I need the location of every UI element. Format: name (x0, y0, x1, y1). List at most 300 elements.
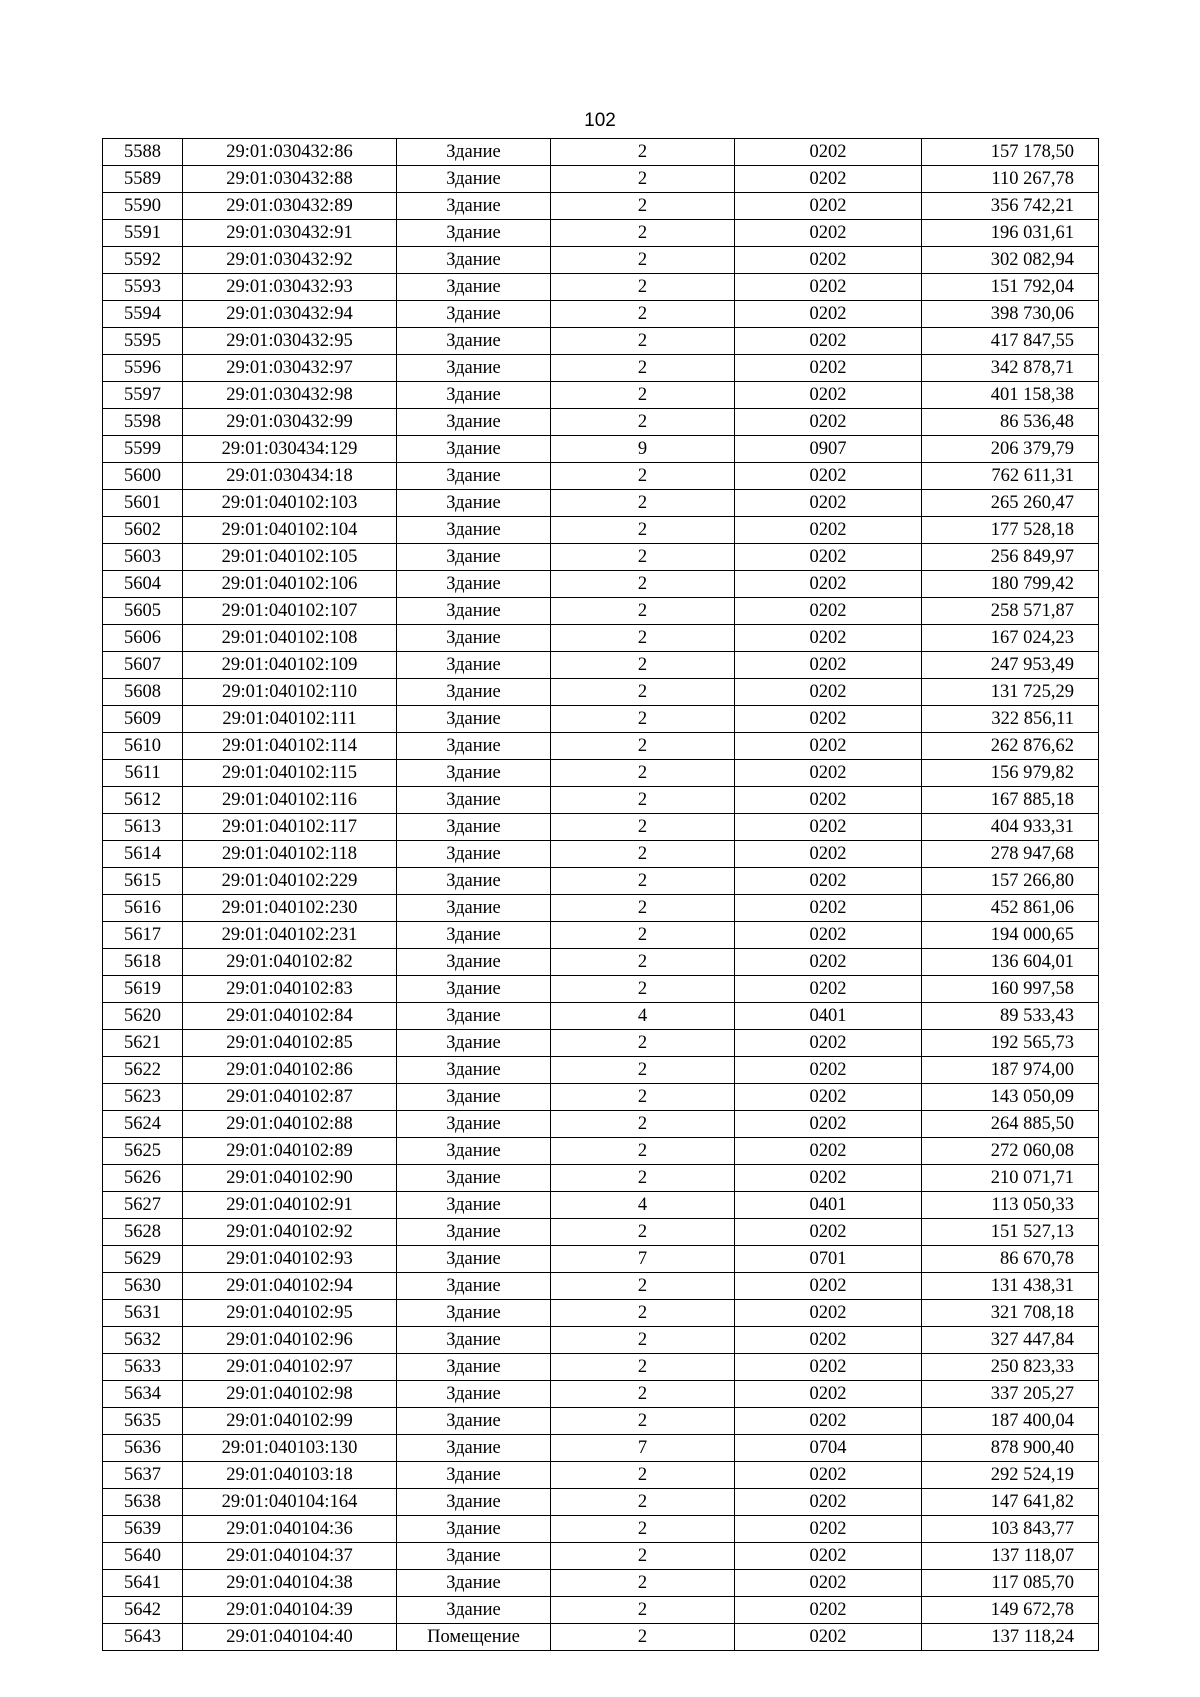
cadastral-value-cell: 250 823,33 (922, 1354, 1099, 1381)
object-type-cell: Здание (397, 1057, 551, 1084)
cadastral-value-cell: 264 885,50 (922, 1111, 1099, 1138)
subgroup-code-cell: 0202 (735, 1084, 922, 1111)
row-number-cell: 5605 (103, 598, 183, 625)
table-row (103, 1084, 1099, 1111)
table-row (103, 625, 1099, 652)
cadastral-value-cell: 398 730,06 (922, 301, 1099, 328)
object-type-cell: Здание (397, 1246, 551, 1273)
cadastral-value-table (102, 138, 1099, 1651)
subgroup-code-cell: 0202 (735, 1273, 922, 1300)
object-type-cell: Здание (397, 1462, 551, 1489)
subgroup-code-cell: 0202 (735, 409, 922, 436)
object-type-cell: Здание (397, 1138, 551, 1165)
group-code-cell: 2 (551, 733, 735, 760)
table-row (103, 1273, 1099, 1300)
group-code-cell: 2 (551, 1273, 735, 1300)
object-type-cell: Здание (397, 1030, 551, 1057)
subgroup-code-cell: 0202 (735, 895, 922, 922)
group-code-cell: 2 (551, 598, 735, 625)
cadastral-value-cell: 110 267,78 (922, 166, 1099, 193)
table-row (103, 1192, 1099, 1219)
group-code-cell: 2 (551, 895, 735, 922)
subgroup-code-cell: 0202 (735, 1489, 922, 1516)
subgroup-code-cell: 0202 (735, 220, 922, 247)
cadastral-value-cell: 196 031,61 (922, 220, 1099, 247)
cadastral-number-cell: 29:01:030432:94 (183, 301, 397, 328)
row-number-cell: 5611 (103, 760, 183, 787)
group-code-cell: 2 (551, 409, 735, 436)
subgroup-code-cell: 0202 (735, 301, 922, 328)
group-code-cell: 2 (551, 760, 735, 787)
cadastral-value-cell: 131 725,29 (922, 679, 1099, 706)
row-number-cell: 5623 (103, 1084, 183, 1111)
row-number-cell: 5591 (103, 220, 183, 247)
cadastral-number-cell: 29:01:040102:97 (183, 1354, 397, 1381)
object-type-cell: Здание (397, 220, 551, 247)
subgroup-code-cell: 0202 (735, 1165, 922, 1192)
subgroup-code-cell: 0202 (735, 355, 922, 382)
object-type-cell: Здание (397, 733, 551, 760)
cadastral-number-cell: 29:01:040102:231 (183, 922, 397, 949)
group-code-cell: 2 (551, 220, 735, 247)
row-number-cell: 5638 (103, 1489, 183, 1516)
cadastral-value-cell: 157 178,50 (922, 139, 1099, 166)
object-type-cell: Здание (397, 1327, 551, 1354)
group-code-cell: 2 (551, 328, 735, 355)
row-number-cell: 5594 (103, 301, 183, 328)
row-number-cell: 5642 (103, 1597, 183, 1624)
cadastral-number-cell: 29:01:040102:109 (183, 652, 397, 679)
cadastral-number-cell: 29:01:030434:129 (183, 436, 397, 463)
group-code-cell: 2 (551, 1543, 735, 1570)
cadastral-number-cell: 29:01:040102:93 (183, 1246, 397, 1273)
object-type-cell: Здание (397, 679, 551, 706)
cadastral-number-cell: 29:01:030432:89 (183, 193, 397, 220)
object-type-cell: Здание (397, 787, 551, 814)
group-code-cell: 2 (551, 517, 735, 544)
subgroup-code-cell: 0202 (735, 274, 922, 301)
cadastral-value-cell: 151 792,04 (922, 274, 1099, 301)
cadastral-number-cell: 29:01:040102:83 (183, 976, 397, 1003)
row-number-cell: 5597 (103, 382, 183, 409)
cadastral-number-cell: 29:01:040104:39 (183, 1597, 397, 1624)
cadastral-number-cell: 29:01:040102:115 (183, 760, 397, 787)
table-row (103, 220, 1099, 247)
subgroup-code-cell: 0202 (735, 166, 922, 193)
table-row (103, 976, 1099, 1003)
subgroup-code-cell: 0202 (735, 1381, 922, 1408)
group-code-cell: 2 (551, 166, 735, 193)
object-type-cell: Здание (397, 1489, 551, 1516)
row-number-cell: 5637 (103, 1462, 183, 1489)
table-row (103, 787, 1099, 814)
cadastral-value-cell: 321 708,18 (922, 1300, 1099, 1327)
table-row (103, 1381, 1099, 1408)
row-number-cell: 5626 (103, 1165, 183, 1192)
group-code-cell: 2 (551, 814, 735, 841)
cadastral-value-cell: 322 856,11 (922, 706, 1099, 733)
table-row (103, 895, 1099, 922)
object-type-cell: Здание (397, 301, 551, 328)
object-type-cell: Здание (397, 544, 551, 571)
row-number-cell: 5617 (103, 922, 183, 949)
object-type-cell: Здание (397, 355, 551, 382)
subgroup-code-cell: 0202 (735, 1327, 922, 1354)
group-code-cell: 2 (551, 1084, 735, 1111)
row-number-cell: 5619 (103, 976, 183, 1003)
subgroup-code-cell: 0202 (735, 571, 922, 598)
subgroup-code-cell: 0202 (735, 1354, 922, 1381)
subgroup-code-cell: 0202 (735, 733, 922, 760)
cadastral-number-cell: 29:01:030432:92 (183, 247, 397, 274)
cadastral-value-cell: 262 876,62 (922, 733, 1099, 760)
row-number-cell: 5634 (103, 1381, 183, 1408)
table-row (103, 1435, 1099, 1462)
subgroup-code-cell: 0202 (735, 976, 922, 1003)
group-code-cell: 2 (551, 139, 735, 166)
cadastral-number-cell: 29:01:040102:110 (183, 679, 397, 706)
cadastral-value-cell: 452 861,06 (922, 895, 1099, 922)
page-number: 102 (584, 110, 616, 131)
table-row (103, 409, 1099, 436)
object-type-cell: Здание (397, 409, 551, 436)
cadastral-value-cell: 117 085,70 (922, 1570, 1099, 1597)
group-code-cell: 2 (551, 490, 735, 517)
row-number-cell: 5640 (103, 1543, 183, 1570)
cadastral-number-cell: 29:01:030432:88 (183, 166, 397, 193)
cadastral-value-cell: 878 900,40 (922, 1435, 1099, 1462)
cadastral-value-cell: 762 611,31 (922, 463, 1099, 490)
group-code-cell: 2 (551, 571, 735, 598)
subgroup-code-cell: 0202 (735, 922, 922, 949)
cadastral-value-cell: 404 933,31 (922, 814, 1099, 841)
group-code-cell: 2 (551, 1597, 735, 1624)
cadastral-value-cell: 167 885,18 (922, 787, 1099, 814)
table-row (103, 733, 1099, 760)
cadastral-value-cell: 151 527,13 (922, 1219, 1099, 1246)
row-number-cell: 5589 (103, 166, 183, 193)
table-row (103, 1165, 1099, 1192)
group-code-cell: 2 (551, 1111, 735, 1138)
table-row (103, 868, 1099, 895)
object-type-cell: Здание (397, 841, 551, 868)
group-code-cell: 2 (551, 652, 735, 679)
cadastral-number-cell: 29:01:040104:38 (183, 1570, 397, 1597)
row-number-cell: 5602 (103, 517, 183, 544)
cadastral-value-cell: 342 878,71 (922, 355, 1099, 382)
row-number-cell: 5629 (103, 1246, 183, 1273)
object-type-cell: Здание (397, 463, 551, 490)
cadastral-value-cell: 356 742,21 (922, 193, 1099, 220)
subgroup-code-cell: 0202 (735, 139, 922, 166)
row-number-cell: 5603 (103, 544, 183, 571)
group-code-cell: 2 (551, 544, 735, 571)
object-type-cell: Здание (397, 814, 551, 841)
object-type-cell: Здание (397, 436, 551, 463)
group-code-cell: 2 (551, 625, 735, 652)
group-code-cell: 2 (551, 679, 735, 706)
object-type-cell: Здание (397, 1570, 551, 1597)
cadastral-value-cell: 206 379,79 (922, 436, 1099, 463)
row-number-cell: 5620 (103, 1003, 183, 1030)
cadastral-value-cell: 192 565,73 (922, 1030, 1099, 1057)
subgroup-code-cell: 0701 (735, 1246, 922, 1273)
table-row (103, 1219, 1099, 1246)
subgroup-code-cell: 0202 (735, 382, 922, 409)
row-number-cell: 5609 (103, 706, 183, 733)
subgroup-code-cell: 0202 (735, 841, 922, 868)
object-type-cell: Здание (397, 193, 551, 220)
object-type-cell: Здание (397, 625, 551, 652)
subgroup-code-cell: 0202 (735, 1300, 922, 1327)
row-number-cell: 5641 (103, 1570, 183, 1597)
group-code-cell: 7 (551, 1246, 735, 1273)
table-row (103, 1003, 1099, 1030)
group-code-cell: 2 (551, 1570, 735, 1597)
group-code-cell: 2 (551, 1489, 735, 1516)
cadastral-value-cell: 302 082,94 (922, 247, 1099, 274)
group-code-cell: 2 (551, 1354, 735, 1381)
subgroup-code-cell: 0202 (735, 193, 922, 220)
cadastral-value-cell: 417 847,55 (922, 328, 1099, 355)
cadastral-value-cell: 210 071,71 (922, 1165, 1099, 1192)
table-row (103, 1597, 1099, 1624)
row-number-cell: 5627 (103, 1192, 183, 1219)
group-code-cell: 4 (551, 1003, 735, 1030)
subgroup-code-cell: 0202 (735, 1597, 922, 1624)
subgroup-code-cell: 0202 (735, 1219, 922, 1246)
row-number-cell: 5610 (103, 733, 183, 760)
table-row (103, 679, 1099, 706)
cadastral-value-cell: 131 438,31 (922, 1273, 1099, 1300)
object-type-cell: Здание (397, 1273, 551, 1300)
cadastral-value-cell: 292 524,19 (922, 1462, 1099, 1489)
row-number-cell: 5643 (103, 1624, 183, 1651)
group-code-cell: 7 (551, 1435, 735, 1462)
cadastral-number-cell: 29:01:040102:90 (183, 1165, 397, 1192)
subgroup-code-cell: 0202 (735, 1111, 922, 1138)
row-number-cell: 5621 (103, 1030, 183, 1057)
table-row (103, 274, 1099, 301)
table-row (103, 517, 1099, 544)
table-row (103, 328, 1099, 355)
group-code-cell: 2 (551, 706, 735, 733)
group-code-cell: 2 (551, 1516, 735, 1543)
row-number-cell: 5601 (103, 490, 183, 517)
table-row (103, 1246, 1099, 1273)
cadastral-value-cell: 136 604,01 (922, 949, 1099, 976)
cadastral-number-cell: 29:01:040102:88 (183, 1111, 397, 1138)
cadastral-number-cell: 29:01:040103:18 (183, 1462, 397, 1489)
table-row (103, 760, 1099, 787)
table-row (103, 382, 1099, 409)
cadastral-number-cell: 29:01:040102:104 (183, 517, 397, 544)
cadastral-number-cell: 29:01:040102:230 (183, 895, 397, 922)
group-code-cell: 2 (551, 949, 735, 976)
cadastral-number-cell: 29:01:040104:37 (183, 1543, 397, 1570)
row-number-cell: 5606 (103, 625, 183, 652)
object-type-cell: Здание (397, 1192, 551, 1219)
table-row (103, 544, 1099, 571)
cadastral-value-cell: 86 670,78 (922, 1246, 1099, 1273)
object-type-cell: Здание (397, 976, 551, 1003)
subgroup-code-cell: 0202 (735, 652, 922, 679)
cadastral-value-cell: 137 118,07 (922, 1543, 1099, 1570)
table-body (103, 139, 1099, 1651)
row-number-cell: 5598 (103, 409, 183, 436)
subgroup-code-cell: 0202 (735, 1057, 922, 1084)
row-number-cell: 5613 (103, 814, 183, 841)
object-type-cell: Здание (397, 1435, 551, 1462)
table-row (103, 706, 1099, 733)
cadastral-number-cell: 29:01:030432:93 (183, 274, 397, 301)
cadastral-number-cell: 29:01:040102:99 (183, 1408, 397, 1435)
cadastral-number-cell: 29:01:040102:89 (183, 1138, 397, 1165)
group-code-cell: 2 (551, 1057, 735, 1084)
cadastral-value-cell: 278 947,68 (922, 841, 1099, 868)
cadastral-number-cell: 29:01:040102:94 (183, 1273, 397, 1300)
object-type-cell: Здание (397, 139, 551, 166)
object-type-cell: Здание (397, 760, 551, 787)
group-code-cell: 2 (551, 976, 735, 1003)
group-code-cell: 2 (551, 1462, 735, 1489)
cadastral-number-cell: 29:01:040102:82 (183, 949, 397, 976)
cadastral-value-cell: 89 533,43 (922, 1003, 1099, 1030)
cadastral-number-cell: 29:01:040102:95 (183, 1300, 397, 1327)
cadastral-number-cell: 29:01:030432:99 (183, 409, 397, 436)
table-row (103, 814, 1099, 841)
group-code-cell: 2 (551, 301, 735, 328)
subgroup-code-cell: 0202 (735, 760, 922, 787)
group-code-cell: 4 (551, 1192, 735, 1219)
table-row (103, 1354, 1099, 1381)
subgroup-code-cell: 0202 (735, 679, 922, 706)
table-row (103, 436, 1099, 463)
cadastral-value-cell: 247 953,49 (922, 652, 1099, 679)
subgroup-code-cell: 0202 (735, 490, 922, 517)
table-row (103, 1516, 1099, 1543)
group-code-cell: 2 (551, 1408, 735, 1435)
table-row (103, 355, 1099, 382)
object-type-cell: Здание (397, 274, 551, 301)
object-type-cell: Здание (397, 598, 551, 625)
cadastral-value-cell: 147 641,82 (922, 1489, 1099, 1516)
object-type-cell: Здание (397, 706, 551, 733)
table-row (103, 1300, 1099, 1327)
row-number-cell: 5625 (103, 1138, 183, 1165)
subgroup-code-cell: 0202 (735, 463, 922, 490)
cadastral-value-cell: 187 974,00 (922, 1057, 1099, 1084)
row-number-cell: 5600 (103, 463, 183, 490)
cadastral-number-cell: 29:01:040102:114 (183, 733, 397, 760)
subgroup-code-cell: 0202 (735, 328, 922, 355)
group-code-cell: 2 (551, 382, 735, 409)
cadastral-value-cell: 272 060,08 (922, 1138, 1099, 1165)
row-number-cell: 5604 (103, 571, 183, 598)
cadastral-number-cell: 29:01:040103:130 (183, 1435, 397, 1462)
row-number-cell: 5614 (103, 841, 183, 868)
cadastral-number-cell: 29:01:030432:95 (183, 328, 397, 355)
table-row (103, 1489, 1099, 1516)
subgroup-code-cell: 0202 (735, 1138, 922, 1165)
cadastral-number-cell: 29:01:040104:36 (183, 1516, 397, 1543)
subgroup-code-cell: 0202 (735, 814, 922, 841)
cadastral-value-cell: 258 571,87 (922, 598, 1099, 625)
row-number-cell: 5608 (103, 679, 183, 706)
cadastral-number-cell: 29:01:040102:118 (183, 841, 397, 868)
object-type-cell: Здание (397, 1003, 551, 1030)
table-row (103, 1111, 1099, 1138)
group-code-cell: 2 (551, 1381, 735, 1408)
subgroup-code-cell: 0202 (735, 1030, 922, 1057)
cadastral-number-cell: 29:01:040102:85 (183, 1030, 397, 1057)
group-code-cell: 2 (551, 1138, 735, 1165)
object-type-cell: Здание (397, 517, 551, 544)
object-type-cell: Здание (397, 652, 551, 679)
object-type-cell: Здание (397, 1300, 551, 1327)
row-number-cell: 5596 (103, 355, 183, 382)
table-row (103, 1138, 1099, 1165)
subgroup-code-cell: 0202 (735, 949, 922, 976)
row-number-cell: 5593 (103, 274, 183, 301)
object-type-cell: Здание (397, 328, 551, 355)
group-code-cell: 9 (551, 436, 735, 463)
subgroup-code-cell: 0202 (735, 787, 922, 814)
row-number-cell: 5590 (103, 193, 183, 220)
group-code-cell: 2 (551, 355, 735, 382)
table-row (103, 598, 1099, 625)
row-number-cell: 5633 (103, 1354, 183, 1381)
cadastral-number-cell: 29:01:040102:92 (183, 1219, 397, 1246)
cadastral-value-cell: 143 050,09 (922, 1084, 1099, 1111)
cadastral-value-cell: 103 843,77 (922, 1516, 1099, 1543)
cadastral-value-cell: 113 050,33 (922, 1192, 1099, 1219)
table-row (103, 1057, 1099, 1084)
cadastral-value-cell: 137 118,24 (922, 1624, 1099, 1651)
table-row (103, 1543, 1099, 1570)
cadastral-number-cell: 29:01:040102:111 (183, 706, 397, 733)
group-code-cell: 2 (551, 1219, 735, 1246)
row-number-cell: 5592 (103, 247, 183, 274)
cadastral-number-cell: 29:01:040102:98 (183, 1381, 397, 1408)
object-type-cell: Здание (397, 1543, 551, 1570)
group-code-cell: 2 (551, 1300, 735, 1327)
row-number-cell: 5636 (103, 1435, 183, 1462)
group-code-cell: 2 (551, 463, 735, 490)
subgroup-code-cell: 0202 (735, 1570, 922, 1597)
subgroup-code-cell: 0202 (735, 625, 922, 652)
table-row (103, 301, 1099, 328)
object-type-cell: Здание (397, 382, 551, 409)
cadastral-number-cell: 29:01:030432:97 (183, 355, 397, 382)
subgroup-code-cell: 0202 (735, 247, 922, 274)
row-number-cell: 5595 (103, 328, 183, 355)
row-number-cell: 5632 (103, 1327, 183, 1354)
subgroup-code-cell: 0401 (735, 1003, 922, 1030)
cadastral-number-cell: 29:01:030432:98 (183, 382, 397, 409)
cadastral-number-cell: 29:01:030432:91 (183, 220, 397, 247)
group-code-cell: 2 (551, 247, 735, 274)
group-code-cell: 2 (551, 1327, 735, 1354)
table-row (103, 490, 1099, 517)
cadastral-number-cell: 29:01:030434:18 (183, 463, 397, 490)
cadastral-value-cell: 160 997,58 (922, 976, 1099, 1003)
object-type-cell: Здание (397, 247, 551, 274)
cadastral-number-cell: 29:01:040104:40 (183, 1624, 397, 1651)
group-code-cell: 2 (551, 274, 735, 301)
cadastral-value-cell: 86 536,48 (922, 409, 1099, 436)
object-type-cell: Здание (397, 949, 551, 976)
